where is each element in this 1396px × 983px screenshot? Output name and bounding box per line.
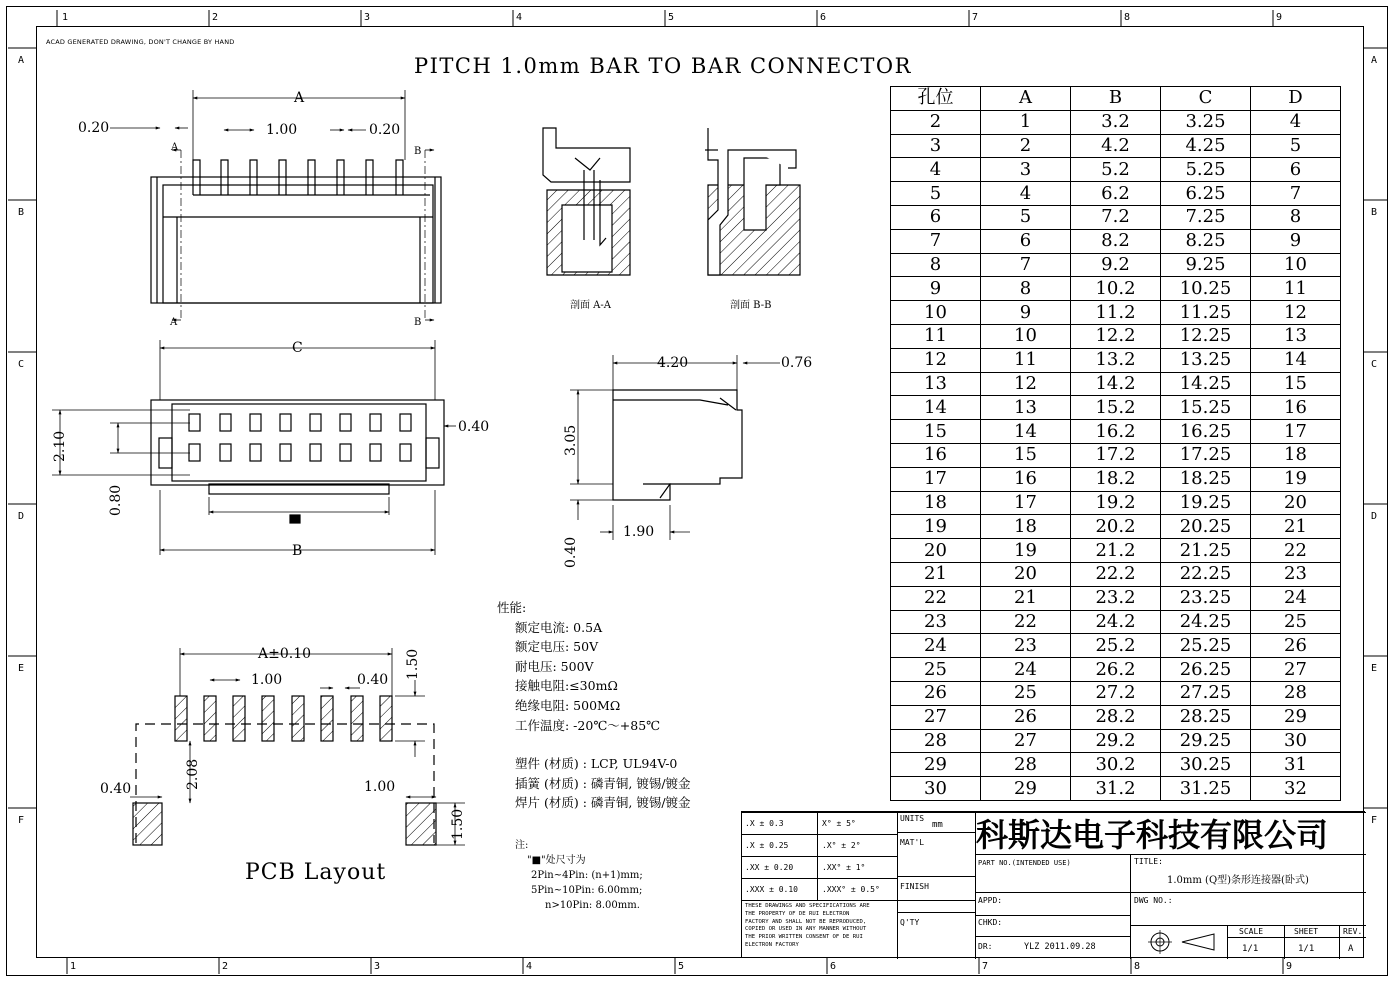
title-value: 1.0mm (Q型)条形连接器(卧式) [1167, 875, 1309, 886]
sheet-value: 1/1 [1298, 944, 1315, 954]
table-cell: 20 [891, 539, 981, 563]
zone-left-d: D [18, 511, 25, 522]
table-cell: 7.25 [1161, 205, 1251, 229]
table-cell: 16 [1251, 396, 1341, 420]
note-2: 2Pin~4Pin: (n+1)mm; [531, 870, 643, 881]
ang-tol-4: .XXX° ± 0.5° [822, 885, 880, 894]
table-cell: 14 [1251, 348, 1341, 372]
table-cell: 3 [981, 158, 1071, 182]
table-cell: 6.2 [1071, 182, 1161, 206]
table-cell: 30 [891, 777, 981, 801]
table-cell: 4.2 [1071, 134, 1161, 158]
table-cell: 24.2 [1071, 610, 1161, 634]
table-cell: 11 [1251, 277, 1341, 301]
table-cell: 27.2 [1071, 681, 1161, 705]
zone-left-c: C [18, 359, 25, 370]
table-cell: 24.25 [1161, 610, 1251, 634]
table-cell: 20 [1251, 491, 1341, 515]
dwg-no-label: DWG NO.: [1134, 896, 1173, 905]
table-cell: 18.2 [1071, 467, 1161, 491]
dim-a-top: A [294, 90, 305, 106]
disclaimer: THESE DRAWINGS AND SPECIFICATIONS ARE THE PROPERTY OF DE RUI ELECTRON FACTORY AND SHALL NOT BE REPRODUCED, COPIED OR USED IN ANY MANNER WITHOUT THE PRIOR WRITTEN CONSENT OF DE RUI ELECTRON FACTORY [745, 903, 870, 948]
table-cell: 11.2 [1071, 301, 1161, 325]
front-contacts [189, 414, 411, 461]
table-cell: 30.25 [1161, 753, 1251, 777]
table-cell: 21.2 [1071, 539, 1161, 563]
table-row [891, 372, 1341, 396]
zone-bot-9: 9 [1286, 961, 1293, 972]
front-view [52, 340, 456, 555]
table-cell: 25 [891, 658, 981, 682]
section-aa [543, 128, 630, 275]
specs-heading: 性能: [497, 600, 527, 615]
dim-080: 0.80 [108, 484, 124, 516]
table-cell: 28 [891, 729, 981, 753]
table-cell: 19 [891, 515, 981, 539]
table-cell: 17.2 [1071, 443, 1161, 467]
table-cell: 9.2 [1071, 253, 1161, 277]
spec-voltage: 额定电压: 50V [515, 639, 599, 655]
table-cell: 13 [1251, 324, 1341, 348]
table-cell: 28 [981, 753, 1071, 777]
ang-tol-2: .X° ± 2° [822, 841, 861, 850]
part-no-label: PART NO.(INTENDED USE) [978, 859, 1071, 867]
zone-top-4: 4 [516, 12, 523, 23]
zone-bot-1: 1 [70, 961, 77, 972]
zone-bot-7: 7 [982, 961, 989, 972]
table-cell: 6.25 [1161, 182, 1251, 206]
table-cell: 16.2 [1071, 420, 1161, 444]
pcb-dim-pad-w: 0.40 [357, 672, 389, 688]
section-b-bottom-mark: B [414, 317, 422, 328]
dim-210: 2.10 [52, 430, 68, 462]
notes-heading: 注: [515, 840, 529, 851]
dim-c: C [292, 340, 303, 356]
table-row [891, 253, 1341, 277]
table-cell: 16 [981, 467, 1071, 491]
table-cell: 19 [981, 539, 1071, 563]
table-cell: 8 [891, 253, 981, 277]
table-cell: 24 [1251, 586, 1341, 610]
pcb-dim-left: 0.40 [100, 781, 132, 797]
tol-2: .X ± 0.25 [745, 841, 789, 850]
table-cell: 3.25 [1161, 110, 1251, 134]
table-row [891, 277, 1341, 301]
zone-left-b: B [18, 207, 25, 218]
table-row [891, 467, 1341, 491]
table-row [891, 658, 1341, 682]
table-cell: 7.2 [1071, 205, 1161, 229]
table-cell: 15.25 [1161, 396, 1251, 420]
table-cell: 10.25 [1161, 277, 1251, 301]
table-cell: 18 [981, 515, 1071, 539]
dim-pitch-top: 1.00 [266, 122, 298, 138]
table-cell: 7 [981, 253, 1071, 277]
table-cell: 15 [1251, 372, 1341, 396]
table-cell: 6 [981, 229, 1071, 253]
material-housing: 塑件 (材质) : LCP, UL94V-0 [515, 756, 678, 772]
table-cell: 3.2 [1071, 110, 1161, 134]
tol-4: .XXX ± 0.10 [745, 885, 798, 894]
dim-305: 3.05 [563, 424, 579, 456]
table-cell: 14.25 [1161, 372, 1251, 396]
table-row [891, 586, 1341, 610]
table-cell: 9 [891, 277, 981, 301]
table-cell: 30.2 [1071, 753, 1161, 777]
units-label: UNITS [900, 814, 925, 823]
table-cell: 18 [891, 491, 981, 515]
sheet-label: SHEET [1294, 927, 1319, 936]
table-cell: 15 [891, 420, 981, 444]
table-row [891, 324, 1341, 348]
table-cell: 10 [1251, 253, 1341, 277]
table-cell: 23 [981, 634, 1071, 658]
table-cell: 10 [891, 301, 981, 325]
table-cell: 29 [891, 753, 981, 777]
table-cell: 17 [1251, 420, 1341, 444]
table-row [891, 134, 1341, 158]
drawing-title: PITCH 1.0mm BAR TO BAR CONNECTOR [414, 54, 912, 78]
dim-020-right: 0.20 [369, 122, 401, 138]
table-cell: 17.25 [1161, 443, 1251, 467]
zone-top-9: 9 [1276, 12, 1283, 23]
pcb-dim-gap: 2.08 [185, 758, 201, 790]
table-row [891, 491, 1341, 515]
pcb-dim-right: 1.00 [364, 779, 396, 795]
chkd-label: CHKD: [978, 918, 1003, 927]
table-cell: 31 [1251, 753, 1341, 777]
matl-label: MAT'L [900, 838, 925, 847]
pcb-dim-pad-h: 1.50 [405, 648, 421, 680]
table-row [891, 729, 1341, 753]
table-cell: 1 [981, 110, 1071, 134]
table-cell: 13.2 [1071, 348, 1161, 372]
table-cell: 5 [981, 205, 1071, 229]
table-row [891, 443, 1341, 467]
spec-insulation: 绝缘电阻: 500MΩ [515, 697, 621, 713]
table-cell: 29 [1251, 705, 1341, 729]
table-cell: 4 [981, 182, 1071, 206]
table-cell: 28.2 [1071, 705, 1161, 729]
table-header-cell: D [1251, 87, 1341, 111]
table-cell: 3 [891, 134, 981, 158]
zone-bot-8: 8 [1134, 961, 1141, 972]
dim-040-front: 0.40 [458, 419, 490, 435]
dim-b: B [292, 543, 303, 559]
table-cell: 12 [981, 372, 1071, 396]
table-row [891, 753, 1341, 777]
table-row [891, 610, 1341, 634]
pcb-dim-a: A±0.10 [258, 646, 312, 662]
table-cell: 30 [1251, 729, 1341, 753]
scale-value: 1/1 [1242, 944, 1259, 954]
table-cell: 27 [1251, 658, 1341, 682]
table-cell: 29.25 [1161, 729, 1251, 753]
table-cell: 13 [981, 396, 1071, 420]
table-cell: 31.2 [1071, 777, 1161, 801]
table-cell: 5.2 [1071, 158, 1161, 182]
table-cell: 14.2 [1071, 372, 1161, 396]
table-cell: 12.2 [1071, 324, 1161, 348]
table-cell: 6 [891, 205, 981, 229]
table-cell: 27 [981, 729, 1071, 753]
zone-right-a: A [1371, 55, 1378, 66]
performance-specs [497, 598, 691, 813]
notes [515, 838, 643, 913]
table-row [891, 681, 1341, 705]
rev-label: REV. [1343, 927, 1363, 936]
appd-label: APPD: [978, 896, 1003, 905]
table-cell: 29.2 [1071, 729, 1161, 753]
table-row [891, 777, 1341, 801]
table-cell: 11 [981, 348, 1071, 372]
zone-bot-2: 2 [222, 961, 229, 972]
zone-top-2: 2 [212, 12, 219, 23]
table-cell: 20 [981, 562, 1071, 586]
table-cell: 23.2 [1071, 586, 1161, 610]
table-row [891, 110, 1341, 134]
table-cell: 16.25 [1161, 420, 1251, 444]
table-cell: 22 [891, 586, 981, 610]
table-cell: 9 [1251, 229, 1341, 253]
table-cell: 23.25 [1161, 586, 1251, 610]
table-cell: 15 [981, 443, 1071, 467]
zone-left-a: A [18, 55, 25, 66]
table-row [891, 182, 1341, 206]
table-cell: 2 [891, 110, 981, 134]
table-cell: 25 [981, 681, 1071, 705]
table-row [891, 301, 1341, 325]
zone-right-e: E [1371, 663, 1378, 674]
table-cell: 25 [1251, 610, 1341, 634]
table-row [891, 396, 1341, 420]
table-cell: 11 [891, 324, 981, 348]
table-row [891, 562, 1341, 586]
table-cell: 6 [1251, 158, 1341, 182]
table-cell: 29 [981, 777, 1071, 801]
dim-040-side: 0.40 [563, 536, 579, 568]
section-a-top-mark: A [171, 142, 179, 153]
zone-right-b: B [1371, 207, 1378, 218]
table-cell: 22 [981, 610, 1071, 634]
note-4: n>10Pin: 8.00mm. [545, 900, 640, 911]
table-cell: 14 [891, 396, 981, 420]
table-cell: 23 [891, 610, 981, 634]
tol-1: .X ± 0.3 [745, 819, 784, 828]
zone-bot-6: 6 [830, 961, 837, 972]
table-row [891, 539, 1341, 563]
table-cell: 26 [1251, 634, 1341, 658]
table-cell: 5.25 [1161, 158, 1251, 182]
pcb-layout-label: PCB Layout [245, 860, 387, 885]
zone-right-c: C [1371, 359, 1378, 370]
pcb-pads [133, 696, 436, 845]
table-cell: 13 [891, 372, 981, 396]
table-cell: 25.2 [1071, 634, 1161, 658]
table-cell: 20.25 [1161, 515, 1251, 539]
table-cell: 26.25 [1161, 658, 1251, 682]
zone-top-7: 7 [972, 12, 979, 23]
table-cell: 13.25 [1161, 348, 1251, 372]
table-cell: 11.25 [1161, 301, 1251, 325]
side-view [570, 355, 780, 540]
zone-bot-5: 5 [678, 961, 685, 972]
table-cell: 26 [981, 705, 1071, 729]
ang-tol-1: X° ± 5° [822, 819, 856, 828]
projection-symbol-icon [1146, 928, 1221, 956]
table-cell: 26.2 [1071, 658, 1161, 682]
table-cell: 18 [1251, 443, 1341, 467]
table-row [891, 229, 1341, 253]
table-cell: 8 [1251, 205, 1341, 229]
table-cell: 17 [891, 467, 981, 491]
zone-top-3: 3 [364, 12, 371, 23]
table-cell: 28.25 [1161, 705, 1251, 729]
table-cell: 21 [891, 562, 981, 586]
table-cell: 23 [1251, 562, 1341, 586]
dr-label: DR: [978, 942, 993, 951]
table-header-cell: 孔位 [891, 87, 981, 111]
table-row [891, 705, 1341, 729]
table-cell: 21 [1251, 515, 1341, 539]
table-cell: 10.2 [1071, 277, 1161, 301]
table-cell: 2 [981, 134, 1071, 158]
table-cell: 15.2 [1071, 396, 1161, 420]
table-cell: 7 [1251, 182, 1341, 206]
table-cell: 24 [981, 658, 1071, 682]
table-cell: 9 [981, 301, 1071, 325]
table-cell: 8 [981, 277, 1071, 301]
company-name: 科斯达电子科技有限公司 [976, 816, 1329, 854]
table-cell: 27 [891, 705, 981, 729]
table-cell: 20.2 [1071, 515, 1161, 539]
table-cell: 18.25 [1161, 467, 1251, 491]
table-row [891, 348, 1341, 372]
section-b-top-mark: B [414, 146, 422, 157]
pcb-dim-pitch: 1.00 [251, 672, 283, 688]
table-cell: 22.2 [1071, 562, 1161, 586]
table-row [891, 634, 1341, 658]
header-note: ACAD GENERATED DRAWING, DON'T CHANGE BY HAND [46, 38, 235, 46]
finish-label: FINISH [900, 882, 929, 891]
table-cell: 14 [981, 420, 1071, 444]
dimension-table [890, 86, 1341, 801]
table-cell: 27.25 [1161, 681, 1251, 705]
table-cell: 21 [981, 586, 1071, 610]
zone-right-d: D [1371, 511, 1378, 522]
zone-left-e: E [18, 663, 25, 674]
rev-value: A [1348, 944, 1354, 954]
section-bb-label: 剖面 B-B [730, 300, 772, 311]
table-row [891, 515, 1341, 539]
zone-top-8: 8 [1124, 12, 1131, 23]
table-cell: 7 [891, 229, 981, 253]
table-cell: 8.25 [1161, 229, 1251, 253]
table-cell: 19 [1251, 467, 1341, 491]
material-contact: 插簧 (材质) : 磷青铜, 镀锡/镀金 [515, 775, 691, 791]
table-cell: 21.25 [1161, 539, 1251, 563]
dim-020-left: 0.20 [78, 120, 110, 136]
table-row [891, 205, 1341, 229]
dim-420: 4.20 [657, 355, 689, 371]
section-bb [705, 128, 800, 275]
table-cell: 5 [891, 182, 981, 206]
material-solder-tab: 焊片 (材质) : 磷青铜, 镀锡/镀金 [515, 795, 691, 811]
table-cell: 32 [1251, 777, 1341, 801]
dim-076: 0.76 [781, 355, 813, 371]
dim-190: 1.90 [623, 524, 655, 540]
table-cell: 10 [981, 324, 1071, 348]
zone-top-1: 1 [62, 12, 69, 23]
table-header-cell: C [1161, 87, 1251, 111]
pcb-dim-side-h: 1.50 [450, 808, 466, 840]
note-1: "■"处尺寸为 [527, 855, 586, 866]
table-cell: 22 [1251, 539, 1341, 563]
ang-tol-3: .XX° ± 1° [822, 863, 866, 872]
table-cell: 19.2 [1071, 491, 1161, 515]
tol-3: .XX ± 0.20 [745, 863, 794, 872]
dr-value: YLZ 2011.09.28 [1024, 942, 1096, 952]
spec-current: 额定电流: 0.5A [515, 619, 603, 635]
table-cell: 24 [891, 634, 981, 658]
zone-top-6: 6 [820, 12, 827, 23]
table-cell: 12 [1251, 301, 1341, 325]
spec-temperature: 工作温度: -20℃～+85℃ [515, 717, 661, 733]
table-cell: 9.25 [1161, 253, 1251, 277]
zone-bot-4: 4 [526, 961, 533, 972]
zone-left-f: F [18, 815, 25, 826]
scale-label: SCALE [1239, 927, 1264, 936]
table-cell: 31.25 [1161, 777, 1251, 801]
table-cell: 4.25 [1161, 134, 1251, 158]
table-cell: 8.2 [1071, 229, 1161, 253]
table-row [891, 420, 1341, 444]
table-cell: 26 [891, 681, 981, 705]
table-cell: 22.25 [1161, 562, 1251, 586]
note-3: 5Pin~10Pin: 6.00mm; [531, 885, 643, 896]
table-cell: 4 [1251, 110, 1341, 134]
table-cell: 19.25 [1161, 491, 1251, 515]
table-cell: 12 [891, 348, 981, 372]
section-a-bottom-mark: A [170, 317, 178, 328]
qty-label: Q'TY [900, 918, 920, 927]
table-cell: 28 [1251, 681, 1341, 705]
table-cell: 12.25 [1161, 324, 1251, 348]
table-cell: 16 [891, 443, 981, 467]
table-header-cell: B [1071, 87, 1161, 111]
section-aa-label: 剖面 A-A [570, 300, 612, 311]
spec-contact-resistance: 接触电阻:≤30mΩ [515, 678, 618, 694]
table-row [891, 158, 1341, 182]
zone-bot-3: 3 [374, 961, 381, 972]
units-value: mm [932, 820, 943, 830]
zone-right-f: F [1371, 815, 1378, 826]
table-cell: 4 [891, 158, 981, 182]
table-header-row [891, 87, 1341, 111]
table-header-cell: A [981, 87, 1071, 111]
title-label: TITLE: [1134, 857, 1163, 866]
table-cell: 25.25 [1161, 634, 1251, 658]
zone-top-5: 5 [668, 12, 675, 23]
spec-withstand: 耐电压: 500V [515, 658, 594, 674]
table-cell: 17 [981, 491, 1071, 515]
table-cell: 5 [1251, 134, 1341, 158]
